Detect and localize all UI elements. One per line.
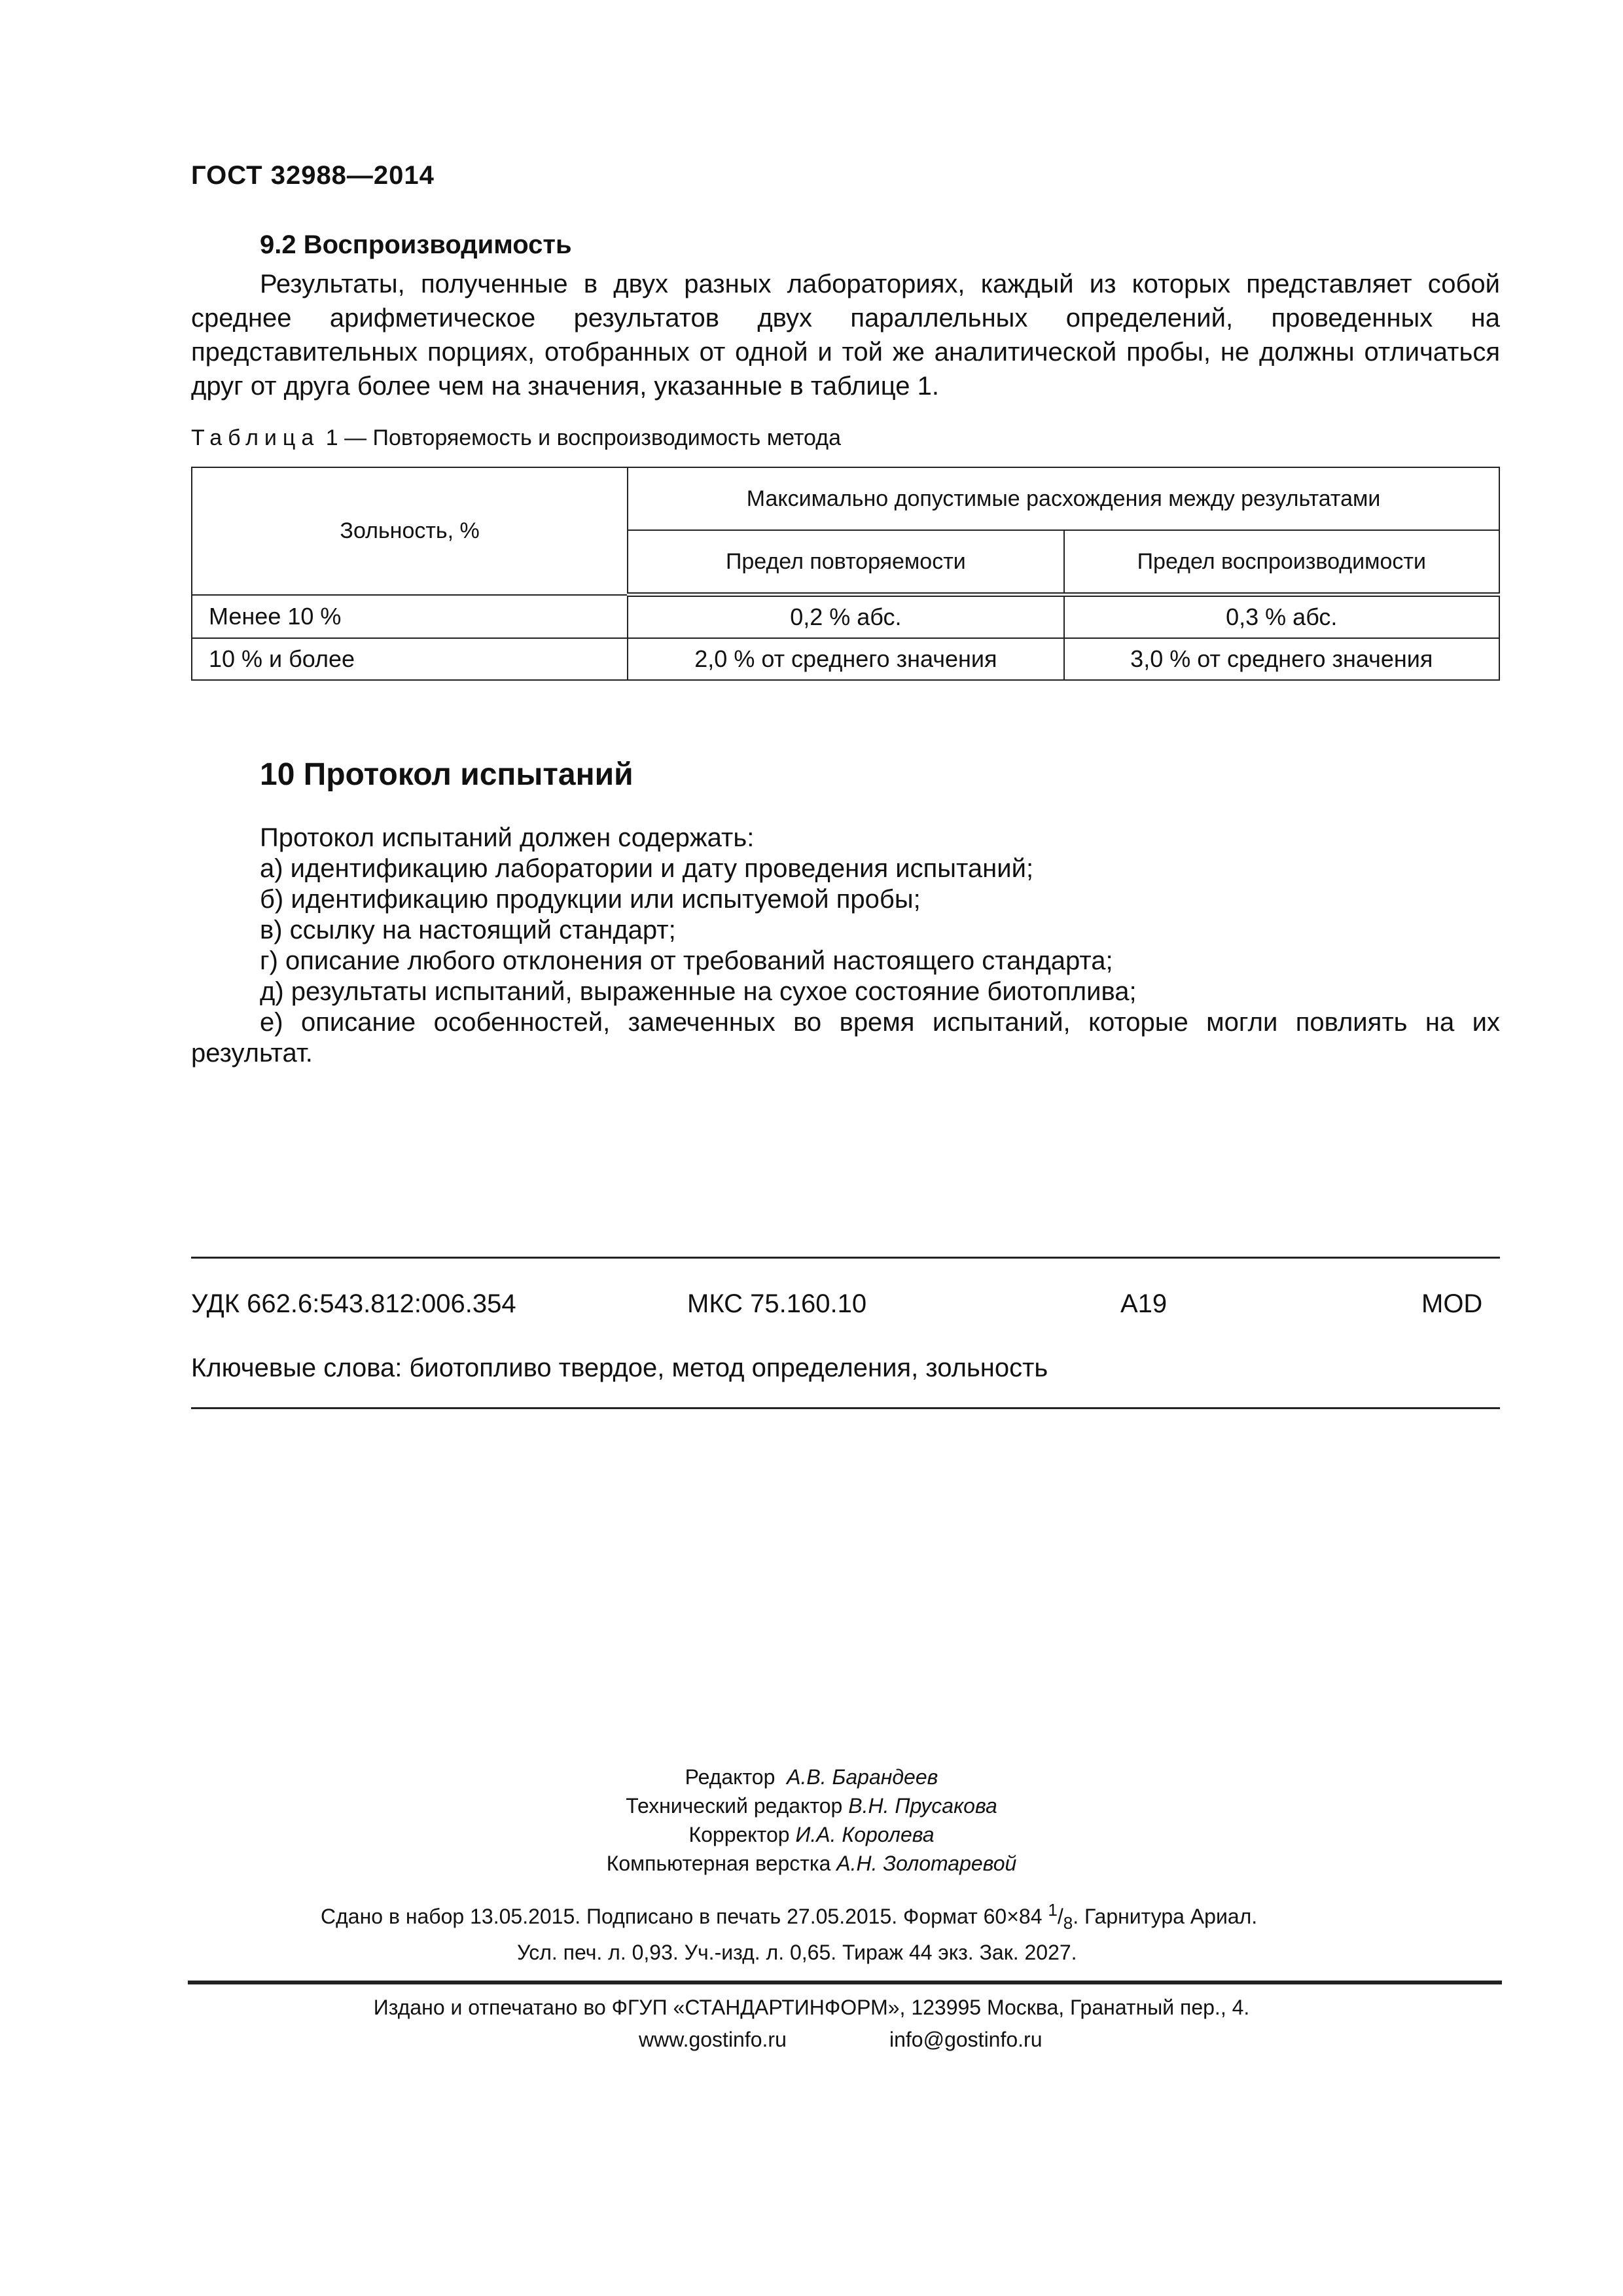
list-item: д) результаты испытаний, выраженные на сухое состояние биотоплива; bbox=[260, 977, 1137, 1006]
credit-name: А.В. Барандеев bbox=[787, 1765, 938, 1789]
mod-label: MOD bbox=[1421, 1289, 1483, 1318]
category-code: А19 bbox=[1120, 1289, 1168, 1318]
cell-repeatability: 0,2 % абс. bbox=[628, 595, 1063, 639]
credit-name: И.А. Королева bbox=[795, 1823, 935, 1846]
divider bbox=[191, 1257, 1500, 1259]
list-item: а) идентификацию лаборатории и дату проведения испытаний; bbox=[260, 854, 1034, 883]
credit-editor bbox=[0, 1763, 1623, 1791]
protocol-intro: Протокол испытаний должен содержать: bbox=[260, 823, 755, 852]
list-item: е) описание особенностей, замеченных во время испытаний, которые могли повлиять на их результат. bbox=[191, 1008, 1500, 1067]
publisher-info: Издано и отпечатано во ФГУП «СТАНДАРТИНФОРМ», 123995 Москва, Гранатный пер., 4. bbox=[373, 1996, 1250, 2019]
credit-corrector bbox=[0, 1820, 1623, 1849]
mks-code: МКС 75.160.10 bbox=[687, 1289, 867, 1318]
protocol-requirements bbox=[191, 823, 1500, 1069]
header-ash-content: Зольность, % bbox=[192, 467, 628, 595]
udk-code: УДК 662.6:543.812:006.354 bbox=[191, 1289, 516, 1318]
cell-reproducibility: 3,0 % от среднего значения bbox=[1064, 638, 1499, 680]
credits bbox=[0, 1763, 1623, 1878]
list-item: в) ссылку на настоящий стандарт; bbox=[260, 916, 676, 944]
website-link[interactable]: www.gostinfo.ru bbox=[639, 2028, 787, 2051]
header-max-discrepancy: Максимально допустимые расхождения между результатами bbox=[628, 467, 1499, 530]
credit-tech-editor bbox=[0, 1791, 1623, 1820]
cell-ash: 10 % и более bbox=[192, 638, 628, 680]
keywords: Ключевые слова: биотопливо твердое, метод определения, зольность bbox=[191, 1354, 1048, 1382]
imprint-line-2: Усл. печ. л. 0,93. Уч.-изд. л. 0,65. Тираж 44 экз. Зак. 2027. bbox=[517, 1941, 1077, 1964]
credit-label: Редактор bbox=[685, 1765, 776, 1789]
table-row bbox=[192, 638, 1499, 680]
list-item: б) идентификацию продукции или испытуемой пробы; bbox=[260, 885, 921, 914]
credit-name: В.Н. Прусакова bbox=[848, 1794, 997, 1818]
cell-ash: Менее 10 % bbox=[192, 595, 628, 639]
precision-table bbox=[191, 467, 1500, 681]
divider bbox=[188, 1981, 1502, 1984]
format-numerator: 1 bbox=[1048, 1900, 1058, 1920]
email-link[interactable]: info@gostinfo.ru bbox=[889, 2028, 1043, 2051]
credit-label: Компьютерная верстка bbox=[606, 1852, 831, 1875]
imprint-text: Сдано в набор 13.05.2015. Подписано в печать 27.05.2015. Формат 60×84 bbox=[321, 1905, 1043, 1928]
header-reproducibility-limit: Предел воспроизводимости bbox=[1064, 530, 1499, 595]
list-item: г) описание любого отклонения от требований настоящего стандарта; bbox=[260, 946, 1113, 975]
section-9-2-paragraph: Результаты, полученные в двух разных лабораториях, каждый из которых представляет собой среднее арифметическое результатов двух параллельных определений, проведенных на представительных порциях, отобранных от одной и той же аналитической пробы, не должны отличаться друг от друга более чем на значения, указанные в таблице 1. bbox=[191, 270, 1500, 401]
imprint-text: . Гарнитура Ариал. bbox=[1073, 1905, 1258, 1928]
document-id: ГОСТ 32988—2014 bbox=[191, 161, 435, 190]
credit-layout bbox=[0, 1849, 1623, 1878]
section-10-title: 10 Протокол испытаний bbox=[260, 757, 633, 792]
credit-label: Технический редактор bbox=[626, 1794, 843, 1818]
table-row bbox=[192, 595, 1499, 639]
credit-name: А.Н. Золотаревой bbox=[836, 1852, 1017, 1875]
format-denominator: 8 bbox=[1063, 1913, 1073, 1933]
table-caption-text: 1 — Повторяемость и воспроизводимость метода bbox=[319, 425, 841, 450]
section-9-2-title: 9.2 Воспроизводимость bbox=[260, 230, 572, 259]
divider bbox=[191, 1407, 1500, 1409]
table-caption-prefix: Таблица bbox=[191, 425, 320, 450]
header-repeatability-limit: Предел повторяемости bbox=[628, 530, 1063, 595]
cell-repeatability: 2,0 % от среднего значения bbox=[628, 638, 1063, 680]
imprint-line-1: Сдано в набор 13.05.2015. Подписано в печать 27.05.2015. Формат 60×84 $^1/_8$. Гарнитура Ариал. bbox=[321, 1900, 1258, 1933]
table-caption bbox=[191, 425, 841, 451]
credit-label: Корректор bbox=[688, 1823, 790, 1846]
cell-reproducibility: 0,3 % абс. bbox=[1064, 595, 1499, 639]
